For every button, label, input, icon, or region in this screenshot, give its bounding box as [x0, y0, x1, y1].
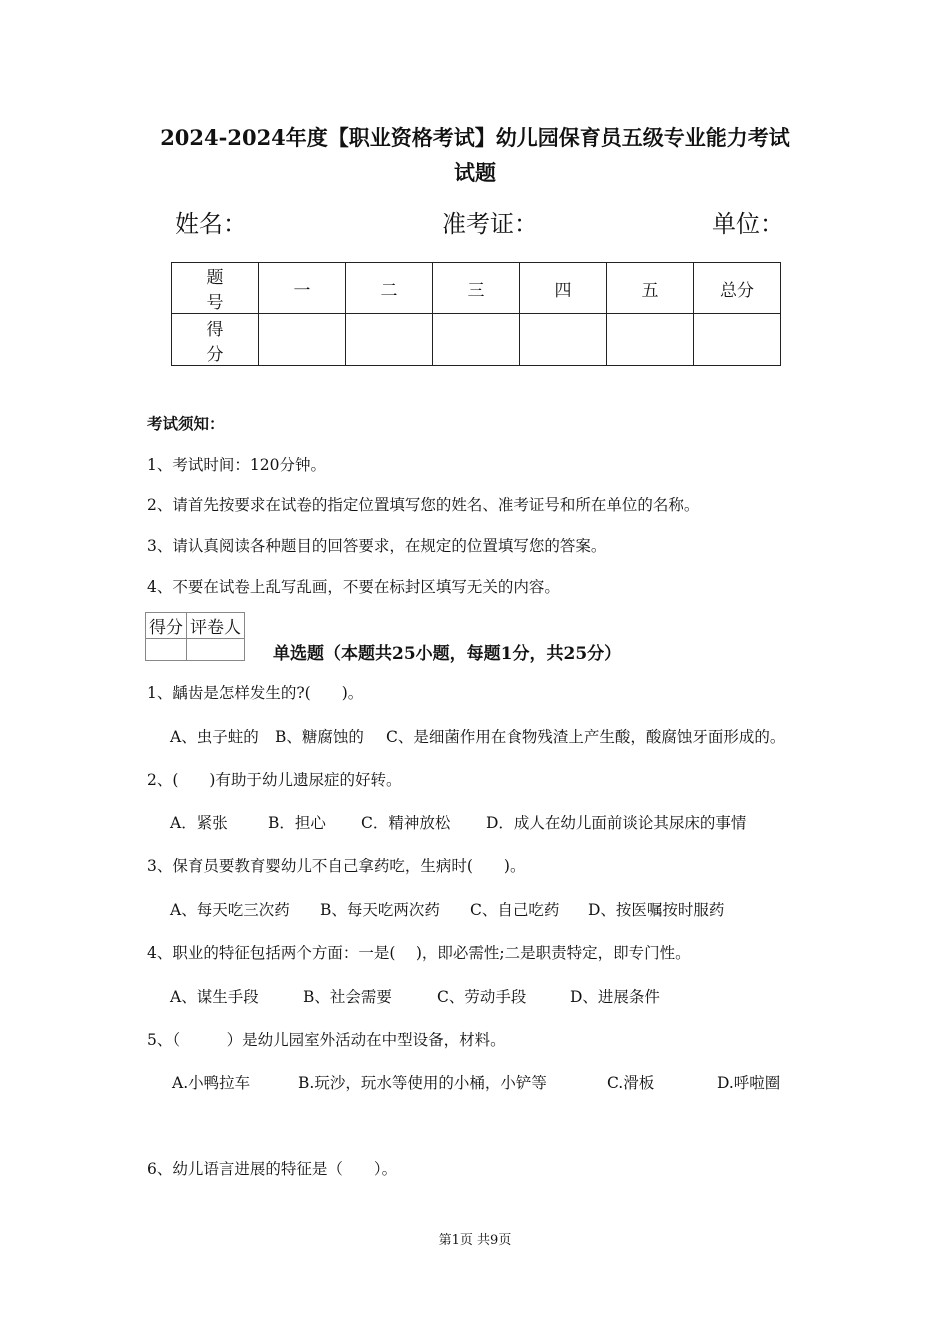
- section-title: 单选题（本题共25小题，每题1分，共25分）: [273, 644, 622, 664]
- q5-option-c: C.滑板: [607, 1074, 655, 1092]
- exam-title-line2: 试题: [454, 160, 496, 185]
- page-footer: 第1页 共9页: [438, 1233, 512, 1248]
- q3-option-c: C、自己吃药: [470, 901, 560, 919]
- q2-option-c: C．精神放松: [361, 814, 451, 832]
- unit-field-label: 单位：: [712, 210, 784, 238]
- score-row-label-score: 得分: [172, 314, 259, 366]
- score-cell[interactable]: [259, 314, 346, 366]
- notice-item: 3、请认真阅读各种题目的回答要求，在规定的位置填写您的答案。: [147, 537, 607, 555]
- ticket-field-label: 准考证：: [442, 210, 538, 238]
- q3-option-d: D、按医嘱按时服药: [588, 901, 725, 919]
- exam-title-line1: 2024-2024年度【职业资格考试】幼儿园保育员五级专业能力考试: [160, 125, 790, 150]
- notice-item: 1、考试时间：120分钟。: [147, 456, 326, 474]
- q3-option-b: B、每天吃两次药: [320, 901, 440, 919]
- score-table: [171, 262, 781, 366]
- grader-reviewer-label: 评卷人: [187, 613, 245, 639]
- score-col-total: 总分: [694, 263, 781, 314]
- grader-reviewer-cell[interactable]: [187, 639, 245, 661]
- q5-option-d: D.呼啦圈: [717, 1074, 781, 1092]
- question-2: 2、( )有助于幼儿遗尿症的好转。: [147, 771, 402, 789]
- score-row-label-number: 题号: [172, 263, 259, 314]
- score-col-1: 一: [259, 263, 346, 314]
- q4-option-d: D、进展条件: [570, 988, 660, 1006]
- notice-heading: 考试须知：: [147, 414, 225, 433]
- score-cell[interactable]: [694, 314, 781, 366]
- q3-option-a: A、每天吃三次药: [170, 901, 290, 919]
- q4-option-a: A、谋生手段: [170, 988, 259, 1006]
- grader-box: [145, 612, 245, 661]
- grader-score-label: 得分: [146, 613, 187, 639]
- question-3: 3、保育员要教育婴幼儿不自己拿药吃，生病时( )。: [147, 857, 526, 875]
- q5-option-b: B.玩沙，玩水等使用的小桶，小铲等: [298, 1074, 547, 1092]
- q1-option-c: C、是细菌作用在食物残渣上产生酸，酸腐蚀牙面形成的。: [386, 728, 786, 746]
- score-cell[interactable]: [433, 314, 520, 366]
- score-cell[interactable]: [520, 314, 607, 366]
- q5-option-a: A.小鸭拉车: [172, 1074, 251, 1092]
- q1-option-a: A、虫子蛀的: [170, 728, 259, 746]
- notice-item: 2、请首先按要求在试卷的指定位置填写您的姓名、准考证号和所在单位的名称。: [147, 496, 700, 514]
- q4-option-b: B、社会需要: [303, 988, 392, 1006]
- grader-score-cell[interactable]: [146, 639, 187, 661]
- question-4: 4、职业的特征包括两个方面：一是( )，即必需性;二是职责特定，即专门性。: [147, 944, 691, 962]
- score-col-2: 二: [346, 263, 433, 314]
- question-6: 6、幼儿语言进展的特征是（ ）。: [147, 1160, 398, 1178]
- score-cell[interactable]: [346, 314, 433, 366]
- q2-option-b: B．担心: [268, 814, 326, 832]
- score-cell[interactable]: [607, 314, 694, 366]
- q2-option-a: A．紧张: [170, 814, 228, 832]
- q2-option-d: D．成人在幼儿面前谈论其尿床的事情: [486, 814, 747, 832]
- score-col-3: 三: [433, 263, 520, 314]
- question-1: 1、龋齿是怎样发生的?( )。: [147, 684, 364, 702]
- score-col-5: 五: [607, 263, 694, 314]
- name-field-label: 姓名：: [175, 210, 247, 238]
- q1-option-b: B、糖腐蚀的: [275, 728, 364, 746]
- question-5: 5、（ ）是幼儿园室外活动在中型设备，材料。: [147, 1031, 506, 1049]
- q4-option-c: C、劳动手段: [437, 988, 527, 1006]
- notice-item: 4、不要在试卷上乱写乱画，不要在标封区填写无关的内容。: [147, 578, 560, 596]
- score-col-4: 四: [520, 263, 607, 314]
